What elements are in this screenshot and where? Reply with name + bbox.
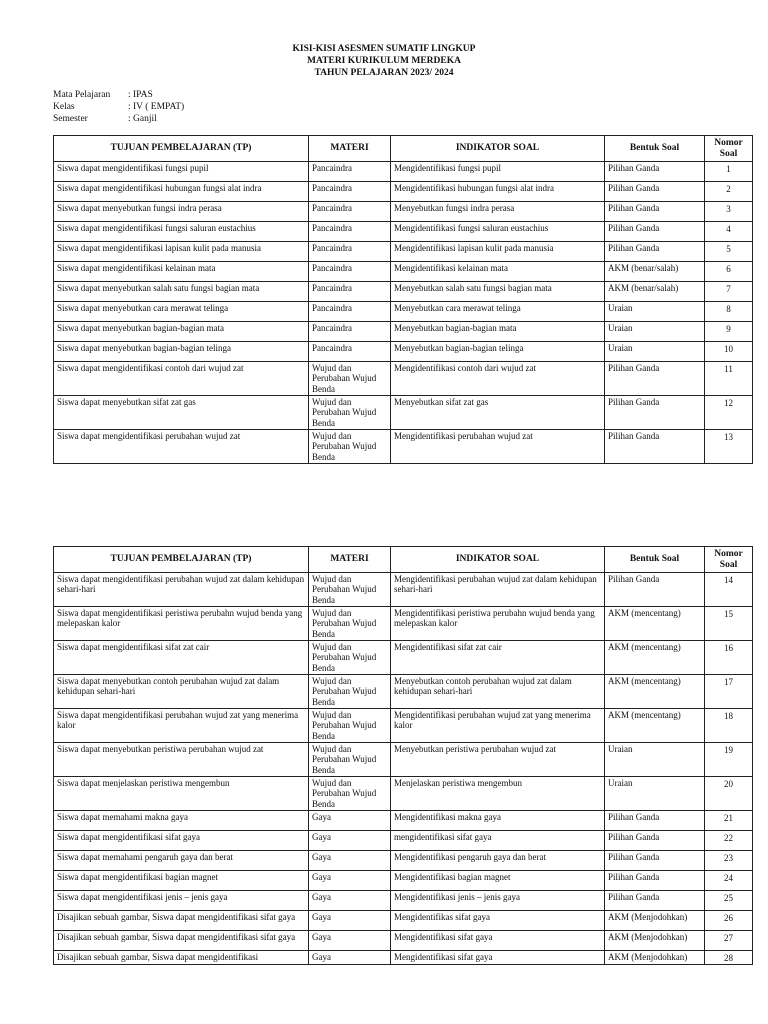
table-row — [54, 831, 753, 851]
table-row — [54, 430, 753, 464]
table-row — [54, 851, 753, 871]
cell-nomor-soal: 18 — [705, 709, 753, 743]
cell-indikator-soal: Menyebutkan salah satu fungsi bagian mata — [391, 282, 605, 302]
kisi-kisi-table-2 — [53, 546, 753, 965]
cell-tujuan-pembelajaran: Siswa dapat menyebutkan sifat zat gas — [54, 396, 309, 430]
title-line-1: KISI-KISI ASESMEN SUMATIF LINGKUP — [292, 44, 476, 54]
header-nomor-soal — [705, 547, 753, 573]
info-value: : IPAS — [128, 90, 153, 100]
cell-bentuk-soal: AKM (mencentang) — [605, 641, 705, 675]
cell-materi: Wujud dan Perubahan Wujud Benda — [309, 675, 391, 709]
cell-nomor-soal: 25 — [705, 891, 753, 911]
cell-bentuk-soal: Uraian — [605, 777, 705, 811]
cell-indikator-soal: Menyebutkan contoh perubahan wujud zat dalam kehidupan sehari-hari — [391, 675, 605, 709]
cell-nomor-soal: 7 — [705, 282, 753, 302]
cell-tujuan-pembelajaran: Siswa dapat mengidentifikasi sifat zat cair — [54, 641, 309, 675]
cell-materi: Gaya — [309, 891, 391, 911]
header-nomor-line-1: Nomor — [714, 138, 743, 149]
cell-tujuan-pembelajaran: Siswa dapat menyebutkan bagian-bagian mata — [54, 322, 309, 342]
cell-nomor-soal: 17 — [705, 675, 753, 709]
cell-indikator-soal: Menyebutkan cara merawat telinga — [391, 302, 605, 322]
cell-materi: Gaya — [309, 831, 391, 851]
table-row — [54, 891, 753, 911]
table-header-row — [54, 136, 753, 162]
table-row — [54, 242, 753, 262]
cell-tujuan-pembelajaran: Siswa dapat memahami makna gaya — [54, 811, 309, 831]
cell-bentuk-soal: Pilihan Ganda — [605, 573, 705, 607]
cell-bentuk-soal: AKM (mencentang) — [605, 709, 705, 743]
info-label: Semester — [53, 114, 88, 124]
table-row — [54, 607, 753, 641]
cell-tujuan-pembelajaran: Siswa dapat menyebutkan peristiwa perubahan wujud zat — [54, 743, 309, 777]
info-value: : IV ( EMPAT) — [128, 102, 185, 112]
cell-nomor-soal: 28 — [705, 951, 753, 965]
cell-nomor-soal: 16 — [705, 641, 753, 675]
cell-indikator-soal: Mengidentifikasi perubahan wujud zat — [391, 430, 605, 464]
cell-materi: Wujud dan Perubahan Wujud Benda — [309, 573, 391, 607]
cell-tujuan-pembelajaran: Siswa dapat mengidentifikasi fungsi saluran eustachius — [54, 222, 309, 242]
cell-bentuk-soal: Uraian — [605, 322, 705, 342]
cell-indikator-soal: Mengidentifikasi pengaruh gaya dan berat — [391, 851, 605, 871]
cell-bentuk-soal: Pilihan Ganda — [605, 811, 705, 831]
table-row — [54, 396, 753, 430]
cell-indikator-soal: Mengidentifikasi hubungan fungsi alat indra — [391, 182, 605, 202]
cell-tujuan-pembelajaran: Siswa dapat mengidentifikasi perubahan wujud zat yang menerima kalor — [54, 709, 309, 743]
table-row — [54, 262, 753, 282]
cell-tujuan-pembelajaran: Siswa dapat mengidentifikasi lapisan kulit pada manusia — [54, 242, 309, 262]
cell-bentuk-soal: Pilihan Ganda — [605, 362, 705, 396]
cell-bentuk-soal: Uraian — [605, 342, 705, 362]
cell-tujuan-pembelajaran: Siswa dapat mengidentifikasi bagian magnet — [54, 871, 309, 891]
cell-bentuk-soal: AKM (Menjodohkan) — [605, 951, 705, 965]
cell-bentuk-soal: Uraian — [605, 743, 705, 777]
cell-nomor-soal: 19 — [705, 743, 753, 777]
cell-bentuk-soal: Pilihan Ganda — [605, 202, 705, 222]
cell-tujuan-pembelajaran: Siswa dapat mengidentifikasi perubahan wujud zat dalam kehidupan sehari-hari — [54, 573, 309, 607]
cell-materi: Gaya — [309, 871, 391, 891]
cell-tujuan-pembelajaran: Siswa dapat menyebutkan fungsi indra perasa — [54, 202, 309, 222]
info-row-class — [53, 101, 184, 113]
cell-nomor-soal: 8 — [705, 302, 753, 322]
cell-materi: Wujud dan Perubahan Wujud Benda — [309, 777, 391, 811]
header-materi: MATERI — [309, 547, 391, 573]
table-2-body — [54, 573, 753, 965]
table-row — [54, 675, 753, 709]
cell-nomor-soal: 6 — [705, 262, 753, 282]
cell-tujuan-pembelajaran: Siswa dapat menyebutkan cara merawat telinga — [54, 302, 309, 322]
cell-indikator-soal: Menjelaskan peristiwa mengembun — [391, 777, 605, 811]
info-row-semester — [53, 113, 184, 125]
cell-bentuk-soal: Uraian — [605, 302, 705, 322]
cell-materi: Pancaindra — [309, 202, 391, 222]
cell-tujuan-pembelajaran: Siswa dapat mengidentifikasi contoh dari wujud zat — [54, 362, 309, 396]
cell-indikator-soal: Mengidentifikasi sifat gaya — [391, 931, 605, 951]
cell-materi: Wujud dan Perubahan Wujud Benda — [309, 641, 391, 675]
cell-indikator-soal: Menyebutkan fungsi indra perasa — [391, 202, 605, 222]
cell-bentuk-soal: AKM (Menjodohkan) — [605, 911, 705, 931]
cell-nomor-soal: 27 — [705, 931, 753, 951]
cell-bentuk-soal: Pilihan Ganda — [605, 430, 705, 464]
cell-materi: Gaya — [309, 931, 391, 951]
cell-bentuk-soal: Pilihan Ganda — [605, 182, 705, 202]
cell-indikator-soal: Mengidentifikasi fungsi pupil — [391, 162, 605, 182]
cell-nomor-soal: 13 — [705, 430, 753, 464]
cell-nomor-soal: 12 — [705, 396, 753, 430]
cell-bentuk-soal: Pilihan Ganda — [605, 831, 705, 851]
cell-materi: Pancaindra — [309, 302, 391, 322]
cell-nomor-soal: 22 — [705, 831, 753, 851]
table-row — [54, 162, 753, 182]
cell-materi: Wujud dan Perubahan Wujud Benda — [309, 430, 391, 464]
cell-nomor-soal: 15 — [705, 607, 753, 641]
cell-nomor-soal: 10 — [705, 342, 753, 362]
cell-indikator-soal: Mengidentifikasi jenis – jenis gaya — [391, 891, 605, 911]
table-row — [54, 362, 753, 396]
header-tp: TUJUAN PEMBELAJARAN (TP) — [54, 547, 309, 573]
header-nomor-line-2: Soal — [719, 559, 738, 570]
cell-tujuan-pembelajaran: Siswa dapat menjelaskan peristiwa mengembun — [54, 777, 309, 811]
cell-indikator-soal: Mengidentifikasi makna gaya — [391, 811, 605, 831]
cell-tujuan-pembelajaran: Siswa dapat mengidentifikasi fungsi pupil — [54, 162, 309, 182]
cell-materi: Pancaindra — [309, 342, 391, 362]
cell-indikator-soal: Mengidentifikasi perubahan wujud zat yang menerima kalor — [391, 709, 605, 743]
cell-indikator-soal: Mengidentifikas sifat gaya — [391, 911, 605, 931]
cell-bentuk-soal: AKM (Menjodohkan) — [605, 931, 705, 951]
header-bentuk-soal: Bentuk Soal — [605, 136, 705, 162]
table-header-row — [54, 547, 753, 573]
cell-nomor-soal: 14 — [705, 573, 753, 607]
cell-nomor-soal: 2 — [705, 182, 753, 202]
cell-materi: Pancaindra — [309, 162, 391, 182]
cell-tujuan-pembelajaran: Siswa dapat mengidentifikasi sifat gaya — [54, 831, 309, 851]
table-row — [54, 911, 753, 931]
table-row — [54, 222, 753, 242]
cell-bentuk-soal: Pilihan Ganda — [605, 242, 705, 262]
cell-materi: Wujud dan Perubahan Wujud Benda — [309, 709, 391, 743]
table-row — [54, 282, 753, 302]
table-row — [54, 573, 753, 607]
header-nomor-soal — [705, 136, 753, 162]
table-row — [54, 202, 753, 222]
cell-indikator-soal: mengidentifikasi sifat gaya — [391, 831, 605, 851]
cell-nomor-soal: 1 — [705, 162, 753, 182]
cell-nomor-soal: 3 — [705, 202, 753, 222]
cell-indikator-soal: Mengidentifikasi perubahan wujud zat dalam kehidupan sehari-hari — [391, 573, 605, 607]
cell-materi: Pancaindra — [309, 322, 391, 342]
cell-nomor-soal: 20 — [705, 777, 753, 811]
info-value: : Ganjil — [128, 114, 157, 124]
cell-materi: Gaya — [309, 851, 391, 871]
table-row — [54, 951, 753, 965]
cell-materi: Wujud dan Perubahan Wujud Benda — [309, 396, 391, 430]
cell-bentuk-soal: Pilihan Ganda — [605, 222, 705, 242]
cell-indikator-soal: Mengidentifikasi bagian magnet — [391, 871, 605, 891]
table-row — [54, 871, 753, 891]
cell-nomor-soal: 4 — [705, 222, 753, 242]
cell-indikator-soal: Mengidentifikasi peristiwa perubahn wujud benda yang melepaskan kalor — [391, 607, 605, 641]
cell-materi: Wujud dan Perubahan Wujud Benda — [309, 362, 391, 396]
table-row — [54, 743, 753, 777]
cell-tujuan-pembelajaran: Disajikan sebuah gambar, Siswa dapat mengidentifikasi sifat gaya — [54, 931, 309, 951]
cell-tujuan-pembelajaran: Siswa dapat menyebutkan bagian-bagian telinga — [54, 342, 309, 362]
header-indikator: INDIKATOR SOAL — [391, 547, 605, 573]
cell-tujuan-pembelajaran: Siswa dapat mengidentifikasi jenis – jenis gaya — [54, 891, 309, 911]
cell-bentuk-soal: Pilihan Ganda — [605, 162, 705, 182]
table-row — [54, 709, 753, 743]
header-materi: MATERI — [309, 136, 391, 162]
header-indikator: INDIKATOR SOAL — [391, 136, 605, 162]
cell-indikator-soal: Menyebutkan peristiwa perubahan wujud zat — [391, 743, 605, 777]
table-row — [54, 931, 753, 951]
cell-tujuan-pembelajaran: Disajikan sebuah gambar, Siswa dapat mengidentifikasi — [54, 951, 309, 965]
table-row — [54, 342, 753, 362]
cell-materi: Wujud dan Perubahan Wujud Benda — [309, 607, 391, 641]
title-line-2: MATERI KURIKULUM MERDEKA — [307, 56, 461, 66]
cell-materi: Gaya — [309, 811, 391, 831]
cell-materi: Pancaindra — [309, 282, 391, 302]
cell-nomor-soal: 21 — [705, 811, 753, 831]
cell-indikator-soal: Menyebutkan bagian-bagian mata — [391, 322, 605, 342]
info-row-subject — [53, 89, 184, 101]
cell-materi: Pancaindra — [309, 262, 391, 282]
info-label: Kelas — [53, 102, 75, 112]
cell-nomor-soal: 9 — [705, 322, 753, 342]
cell-tujuan-pembelajaran: Siswa dapat mengidentifikasi perubahan wujud zat — [54, 430, 309, 464]
cell-tujuan-pembelajaran: Siswa dapat menyebutkan contoh perubahan wujud zat dalam kehidupan sehari-hari — [54, 675, 309, 709]
cell-nomor-soal: 23 — [705, 851, 753, 871]
cell-tujuan-pembelajaran: Siswa dapat memahami pengaruh gaya dan berat — [54, 851, 309, 871]
cell-tujuan-pembelajaran: Siswa dapat menyebutkan salah satu fungsi bagian mata — [54, 282, 309, 302]
table-row — [54, 322, 753, 342]
cell-nomor-soal: 24 — [705, 871, 753, 891]
cell-indikator-soal: Menyebutkan sifat zat gas — [391, 396, 605, 430]
cell-bentuk-soal: Pilihan Ganda — [605, 891, 705, 911]
cell-bentuk-soal: Pilihan Ganda — [605, 871, 705, 891]
cell-nomor-soal: 11 — [705, 362, 753, 396]
subject-info — [53, 89, 184, 125]
table-row — [54, 811, 753, 831]
table-row — [54, 302, 753, 322]
cell-materi: Pancaindra — [309, 242, 391, 262]
cell-bentuk-soal: Pilihan Ganda — [605, 396, 705, 430]
cell-bentuk-soal: AKM (benar/salah) — [605, 282, 705, 302]
table-row — [54, 182, 753, 202]
cell-tujuan-pembelajaran: Siswa dapat mengidentifikasi kelainan mata — [54, 262, 309, 282]
title-line-3: TAHUN PELAJARAN 2023/ 2024 — [314, 68, 454, 78]
cell-nomor-soal: 26 — [705, 911, 753, 931]
cell-tujuan-pembelajaran: Disajikan sebuah gambar, Siswa dapat mengidentifikasi sifat gaya — [54, 911, 309, 931]
table-row — [54, 641, 753, 675]
cell-indikator-soal: Mengidentifikasi lapisan kulit pada manusia — [391, 242, 605, 262]
cell-materi: Gaya — [309, 951, 391, 965]
cell-indikator-soal: Mengidentifikasi kelainan mata — [391, 262, 605, 282]
kisi-kisi-table-1 — [53, 135, 753, 464]
table-row — [54, 777, 753, 811]
cell-indikator-soal: Mengidentifikasi contoh dari wujud zat — [391, 362, 605, 396]
cell-materi: Pancaindra — [309, 222, 391, 242]
cell-indikator-soal: Mengidentifikasi sifat gaya — [391, 951, 605, 965]
cell-nomor-soal: 5 — [705, 242, 753, 262]
document-title — [0, 43, 768, 79]
cell-bentuk-soal: AKM (mencentang) — [605, 607, 705, 641]
cell-bentuk-soal: AKM (mencentang) — [605, 675, 705, 709]
cell-indikator-soal: Mengidentifikasi fungsi saluran eustachius — [391, 222, 605, 242]
header-bentuk-soal: Bentuk Soal — [605, 547, 705, 573]
header-nomor-line-1: Nomor — [714, 549, 743, 560]
header-nomor-line-2: Soal — [719, 148, 738, 159]
info-label: Mata Pelajaran — [53, 90, 111, 100]
cell-materi: Pancaindra — [309, 182, 391, 202]
table-1-body — [54, 162, 753, 464]
cell-tujuan-pembelajaran: Siswa dapat mengidentifikasi peristiwa perubahn wujud benda yang melepaskan kalor — [54, 607, 309, 641]
header-tp: TUJUAN PEMBELAJARAN (TP) — [54, 136, 309, 162]
cell-tujuan-pembelajaran: Siswa dapat mengidentifikasi hubungan fungsi alat indra — [54, 182, 309, 202]
cell-materi: Gaya — [309, 911, 391, 931]
cell-materi: Wujud dan Perubahan Wujud Benda — [309, 743, 391, 777]
cell-bentuk-soal: AKM (benar/salah) — [605, 262, 705, 282]
cell-bentuk-soal: Pilihan Ganda — [605, 851, 705, 871]
cell-indikator-soal: Mengidentifikasi sifat zat cair — [391, 641, 605, 675]
cell-indikator-soal: Menyebutkan bagian-bagian telinga — [391, 342, 605, 362]
